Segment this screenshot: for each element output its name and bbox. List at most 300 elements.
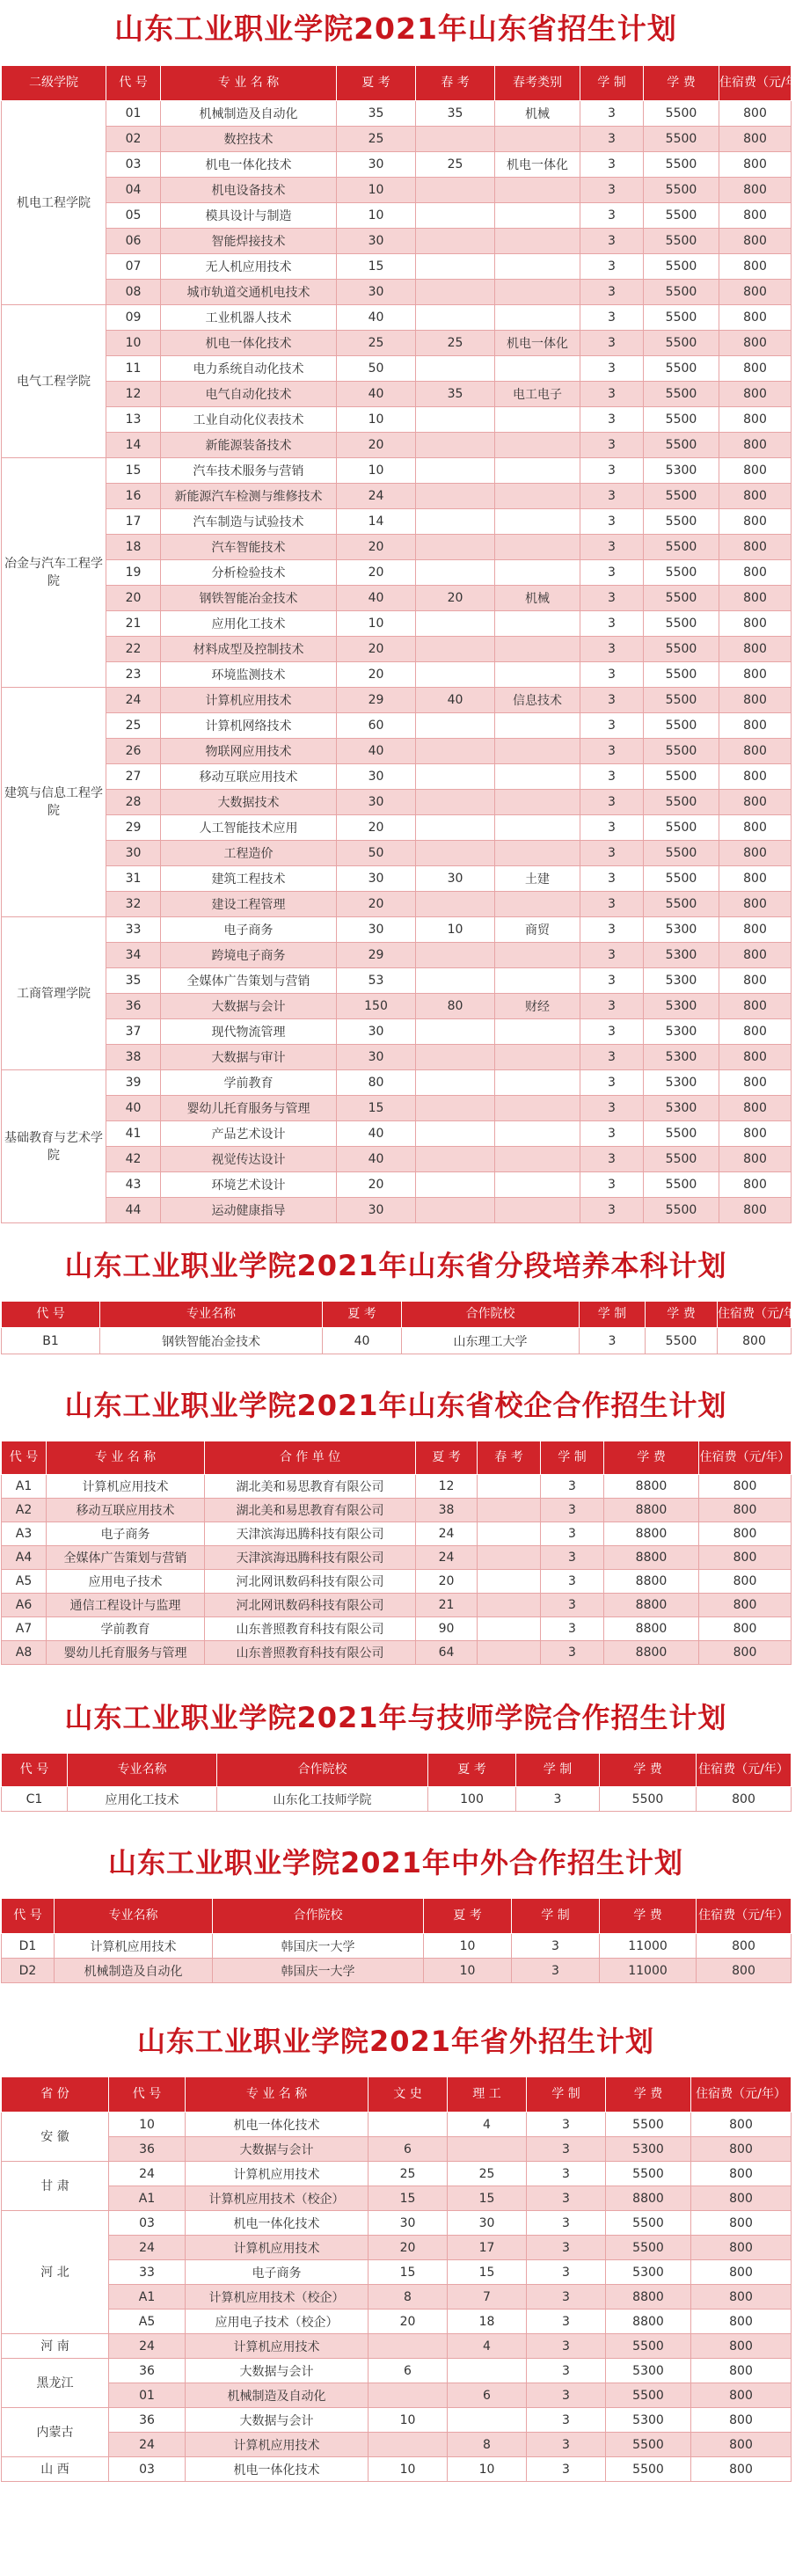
- table-row: [2, 688, 792, 713]
- group-label-cell: 甘 肃: [2, 2162, 109, 2211]
- table-cell: 8800: [606, 2285, 691, 2310]
- table-cell: 800: [719, 484, 792, 509]
- table-cell: 30: [337, 229, 416, 254]
- table-cell: 3: [527, 2113, 606, 2137]
- section-undergrad-plan: [0, 1239, 808, 1354]
- table-cell: 09: [106, 305, 161, 331]
- table-cell: [369, 2334, 448, 2359]
- table-cell: 01: [106, 101, 161, 127]
- table-cell: 8: [369, 2285, 448, 2310]
- table-cell: 5500: [644, 254, 719, 280]
- table-cell: 8800: [604, 1617, 699, 1641]
- table-cell: 800: [719, 356, 792, 382]
- table-row: [2, 1475, 792, 1499]
- column-header: 夏 考: [424, 1899, 512, 1934]
- table-cell: 5500: [644, 407, 719, 433]
- table-cell: 计算机应用技术: [186, 2162, 369, 2186]
- table-row: [2, 841, 792, 866]
- table-cell: 800: [719, 178, 792, 203]
- table-header-row: [2, 66, 792, 101]
- table-cell: 800: [719, 280, 792, 305]
- table-cell: 15: [337, 1096, 416, 1121]
- table-cell: 全媒体广告策划与营销: [47, 1546, 205, 1570]
- table-cell: 800: [691, 2359, 792, 2383]
- table-cell: 3: [580, 1070, 644, 1096]
- table-cell: 工业机器人技术: [161, 305, 337, 331]
- table-cell: 40: [337, 382, 416, 407]
- table-cell: 信息技术: [495, 688, 580, 713]
- table-cell: 5300: [606, 2137, 691, 2162]
- table-cell: 18: [448, 2310, 527, 2334]
- table-cell: 8800: [604, 1499, 699, 1522]
- table-cell: 商贸: [495, 917, 580, 943]
- table-cell: 3: [580, 943, 644, 968]
- table-cell: [416, 611, 495, 637]
- table-cell: 3: [580, 713, 644, 739]
- table-cell: 5500: [644, 127, 719, 152]
- table-cell: 800: [699, 1499, 792, 1522]
- column-header: 专业名称: [68, 1754, 217, 1787]
- table-cell: 800: [719, 101, 792, 127]
- table-cell: 5500: [600, 1787, 697, 1812]
- table-cell: [495, 1172, 580, 1198]
- table-cell: 城市轨道交通机电技术: [161, 280, 337, 305]
- table-cell: [416, 178, 495, 203]
- group-label-cell: 工商管理学院: [2, 917, 106, 1070]
- table-cell: 3: [580, 356, 644, 382]
- table-cell: 20: [337, 662, 416, 688]
- table-cell: [416, 1096, 495, 1121]
- table-cell: 15: [337, 254, 416, 280]
- column-header: 省 份: [2, 2077, 109, 2113]
- table-cell: 5500: [644, 101, 719, 127]
- table-cell: 5500: [606, 2113, 691, 2137]
- table-cell: 钢铁智能冶金技术: [100, 1328, 323, 1354]
- table-cell: 05: [106, 203, 161, 229]
- table-cell: 12: [416, 1475, 478, 1499]
- table-header-row: [2, 1899, 792, 1934]
- table-cell: [416, 892, 495, 917]
- table-cell: 机电一体化技术: [186, 2457, 369, 2482]
- table-cell: 20: [369, 2236, 448, 2260]
- table-cell: [416, 254, 495, 280]
- table-cell: [495, 229, 580, 254]
- table-cell: 5500: [644, 637, 719, 662]
- table-cell: 800: [719, 331, 792, 356]
- column-header: 专 业 名 称: [47, 1441, 205, 1475]
- table-cell: [495, 1019, 580, 1045]
- table-cell: 5500: [644, 611, 719, 637]
- table-cell: 机械制造及自动化: [161, 101, 337, 127]
- table-row: [2, 382, 792, 407]
- table-cell: 10: [337, 407, 416, 433]
- table-row: [2, 1787, 792, 1812]
- column-header: 代 号: [2, 1899, 55, 1934]
- table-cell: [495, 1147, 580, 1172]
- table-cell: 财经: [495, 994, 580, 1019]
- table-cell: 天津滨海迅腾科技有限公司: [205, 1546, 416, 1570]
- table-cell: 15: [369, 2260, 448, 2285]
- section-technician-plan: [0, 1691, 792, 1812]
- table-cell: 3: [541, 1617, 604, 1641]
- table-cell: 21: [106, 611, 161, 637]
- table-cell: 30: [106, 841, 161, 866]
- table-cell: 25: [337, 127, 416, 152]
- table-cell: [495, 509, 580, 535]
- table-cell: 山东普照教育科技有限公司: [205, 1641, 416, 1665]
- table-cell: 3: [541, 1522, 604, 1546]
- table-cell: 3: [580, 1198, 644, 1223]
- table-cell: 5500: [644, 484, 719, 509]
- table-cell: 3: [527, 2359, 606, 2383]
- column-header: 住宿费（元/年）: [699, 1441, 792, 1475]
- table-cell: 5500: [644, 382, 719, 407]
- table-cell: 28: [106, 790, 161, 815]
- table-cell: 40: [337, 586, 416, 611]
- table-cell: 800: [719, 586, 792, 611]
- column-header: 合作院校: [213, 1899, 424, 1934]
- column-header: 春 考: [478, 1441, 541, 1475]
- table-cell: 10: [424, 1959, 512, 1983]
- table-row: [2, 2137, 792, 2162]
- table-cell: 800: [718, 1328, 792, 1354]
- table-cell: 800: [719, 943, 792, 968]
- table-cell: 24: [109, 2334, 186, 2359]
- table-row: [2, 943, 792, 968]
- table-cell: 800: [719, 688, 792, 713]
- table-cell: 通信工程设计与监理: [47, 1594, 205, 1617]
- table-cell: 5500: [606, 2236, 691, 2260]
- table-cell: [495, 815, 580, 841]
- table-cell: 机电一体化技术: [161, 331, 337, 356]
- table-cell: [448, 2359, 527, 2383]
- group-label-cell: 电气工程学院: [2, 305, 106, 458]
- table-cell: 30: [337, 1198, 416, 1223]
- column-header: 春 考: [416, 66, 495, 101]
- column-header: 学 费: [600, 1754, 697, 1787]
- table-row: [2, 1499, 792, 1522]
- table-cell: 汽车智能技术: [161, 535, 337, 560]
- table-cell: 8800: [604, 1522, 699, 1546]
- table-cell: 35: [106, 968, 161, 994]
- table-cell: 婴幼儿托育服务与管理: [47, 1641, 205, 1665]
- table-cell: 800: [691, 2383, 792, 2408]
- table-cell: 800: [697, 1787, 792, 1812]
- table-cell: [416, 1070, 495, 1096]
- table-cell: 10: [424, 1934, 512, 1959]
- table-cell: 60: [337, 713, 416, 739]
- table-row: [2, 331, 792, 356]
- table-row: [2, 484, 792, 509]
- shandong-plan-table: [1, 65, 810, 1223]
- table-cell: 800: [719, 382, 792, 407]
- table-cell: 03: [109, 2457, 186, 2482]
- column-header: 合作院校: [217, 1754, 428, 1787]
- table-cell: 机电设备技术: [161, 178, 337, 203]
- table-cell: [416, 280, 495, 305]
- column-header: 学 费: [606, 2077, 691, 2113]
- table-cell: [416, 407, 495, 433]
- table-cell: 3: [541, 1570, 604, 1594]
- table-cell: [416, 790, 495, 815]
- table-cell: [495, 1070, 580, 1096]
- table-cell: 大数据与会计: [186, 2137, 369, 2162]
- table-cell: 24: [337, 484, 416, 509]
- table-cell: 02: [106, 127, 161, 152]
- table-cell: [495, 484, 580, 509]
- table-cell: 07: [106, 254, 161, 280]
- table-cell: 25: [416, 152, 495, 178]
- table-cell: 机电一体化技术: [186, 2211, 369, 2236]
- table-cell: [478, 1546, 541, 1570]
- table-cell: 机械制造及自动化: [186, 2383, 369, 2408]
- table-cell: 36: [106, 994, 161, 1019]
- table-cell: 3: [580, 1328, 646, 1354]
- section-title: 山东工业职业学院2021年中外合作招生计划: [107, 1846, 684, 1879]
- table-header-row: [2, 1302, 792, 1328]
- table-cell: 40: [323, 1328, 402, 1354]
- table-cell: 计算机应用技术: [47, 1475, 205, 1499]
- table-cell: [448, 2408, 527, 2433]
- table-cell: 800: [691, 2408, 792, 2433]
- table-cell: 20: [337, 892, 416, 917]
- table-cell: 机械制造及自动化: [55, 1959, 213, 1983]
- table-cell: 5500: [644, 662, 719, 688]
- table-cell: 7: [448, 2285, 527, 2310]
- table-cell: [416, 1045, 495, 1070]
- table-cell: 3: [527, 2211, 606, 2236]
- table-cell: [416, 229, 495, 254]
- table-header-row: [2, 1441, 792, 1475]
- group-label-cell: 建筑与信息工程学院: [2, 688, 106, 917]
- column-header: 代 号: [2, 1441, 47, 1475]
- group-label-cell: 冶金与汽车工程学院: [2, 458, 106, 688]
- table-cell: 800: [719, 611, 792, 637]
- table-cell: 4: [448, 2113, 527, 2137]
- table-cell: 3: [580, 1172, 644, 1198]
- table-row: [2, 1121, 792, 1147]
- table-cell: 64: [416, 1641, 478, 1665]
- table-row: [2, 433, 792, 458]
- table-cell: 8800: [604, 1546, 699, 1570]
- table-cell: 模具设计与制造: [161, 203, 337, 229]
- table-cell: 800: [719, 968, 792, 994]
- table-cell: 山东理工大学: [402, 1328, 580, 1354]
- table-cell: [495, 968, 580, 994]
- table-cell: 6: [369, 2137, 448, 2162]
- table-cell: 3: [580, 1147, 644, 1172]
- section-title: 山东工业职业学院2021年与技师学院合作招生计划: [64, 1701, 727, 1734]
- table-cell: 08: [106, 280, 161, 305]
- table-cell: 800: [699, 1617, 792, 1641]
- table-cell: 800: [719, 1172, 792, 1198]
- table-cell: 8: [448, 2433, 527, 2457]
- table-cell: 32: [106, 892, 161, 917]
- table-cell: [495, 203, 580, 229]
- table-cell: 38: [106, 1045, 161, 1070]
- table-cell: [495, 713, 580, 739]
- table-cell: 计算机应用技术: [186, 2433, 369, 2457]
- table-row: [2, 1045, 792, 1070]
- table-cell: 5500: [606, 2211, 691, 2236]
- table-cell: [495, 356, 580, 382]
- table-cell: 30: [337, 152, 416, 178]
- column-header: 学 费: [646, 1302, 718, 1328]
- table-cell: 30: [337, 764, 416, 790]
- table-cell: [478, 1594, 541, 1617]
- table-cell: 大数据技术: [161, 790, 337, 815]
- table-cell: 800: [719, 1070, 792, 1096]
- table-cell: 3: [580, 152, 644, 178]
- table-row: [2, 2334, 792, 2359]
- table-cell: 应用电子技术: [47, 1570, 205, 1594]
- table-cell: [416, 815, 495, 841]
- column-header: 夏 考: [323, 1302, 402, 1328]
- table-cell: 3: [527, 2310, 606, 2334]
- table-cell: 42: [106, 1147, 161, 1172]
- table-cell: 150: [337, 994, 416, 1019]
- table-cell: 电子商务: [186, 2260, 369, 2285]
- table-cell: 800: [719, 1045, 792, 1070]
- table-cell: 26: [106, 739, 161, 764]
- table-cell: [495, 433, 580, 458]
- table-cell: 800: [691, 2186, 792, 2211]
- table-cell: 3: [527, 2383, 606, 2408]
- table-cell: 800: [691, 2457, 792, 2482]
- table-cell: 800: [719, 433, 792, 458]
- column-header: 夏 考: [337, 66, 416, 101]
- table-cell: 800: [719, 662, 792, 688]
- table-cell: 5500: [606, 2383, 691, 2408]
- table-row: [2, 2162, 792, 2186]
- table-cell: 10: [416, 917, 495, 943]
- table-cell: [416, 305, 495, 331]
- table-cell: 5500: [644, 280, 719, 305]
- table-cell: [416, 662, 495, 688]
- table-row: [2, 305, 792, 331]
- table-cell: 3: [580, 280, 644, 305]
- table-cell: 04: [106, 178, 161, 203]
- table-cell: 5500: [644, 305, 719, 331]
- table-cell: 33: [106, 917, 161, 943]
- table-row: [2, 2433, 792, 2457]
- table-cell: 产品艺术设计: [161, 1121, 337, 1147]
- sino-foreign-plan-table: [1, 1898, 792, 1983]
- table-row: [2, 586, 792, 611]
- table-cell: 24: [109, 2162, 186, 2186]
- table-cell: 机电一体化: [495, 331, 580, 356]
- table-cell: 5500: [606, 2162, 691, 2186]
- table-cell: 30: [448, 2211, 527, 2236]
- table-cell: [416, 713, 495, 739]
- table-cell: 环境监测技术: [161, 662, 337, 688]
- table-row: [2, 2211, 792, 2236]
- table-cell: 800: [719, 1198, 792, 1223]
- table-cell: 8800: [604, 1641, 699, 1665]
- table-header-row: [2, 2077, 792, 2113]
- table-row: [2, 739, 792, 764]
- table-cell: 800: [691, 2310, 792, 2334]
- table-row: [2, 790, 792, 815]
- table-cell: 18: [106, 535, 161, 560]
- enterprise-plan-table: [1, 1441, 792, 1665]
- table-cell: 3: [516, 1787, 600, 1812]
- table-cell: [448, 2137, 527, 2162]
- table-cell: [495, 458, 580, 484]
- column-header: 学 制: [516, 1754, 600, 1787]
- table-cell: 土建: [495, 866, 580, 892]
- table-cell: 5500: [644, 841, 719, 866]
- table-cell: [495, 1096, 580, 1121]
- table-cell: [416, 764, 495, 790]
- table-cell: 应用电子技术（校企）: [186, 2310, 369, 2334]
- table-cell: 21: [416, 1594, 478, 1617]
- table-cell: 15: [448, 2260, 527, 2285]
- table-row: [2, 2359, 792, 2383]
- table-cell: 5300: [644, 1045, 719, 1070]
- table-row: [2, 1641, 792, 1665]
- table-cell: 钢铁智能冶金技术: [161, 586, 337, 611]
- page-title: 山东工业职业学院2021年山东省招生计划: [114, 11, 677, 46]
- table-cell: 3: [580, 229, 644, 254]
- table-cell: 30: [337, 790, 416, 815]
- table-row: [2, 1328, 792, 1354]
- table-cell: 5500: [644, 229, 719, 254]
- table-row: [2, 178, 792, 203]
- table-cell: 15: [369, 2186, 448, 2211]
- table-cell: 800: [691, 2162, 792, 2186]
- table-cell: 800: [699, 1546, 792, 1570]
- table-row: [2, 127, 792, 152]
- table-cell: 15: [106, 458, 161, 484]
- table-row: [2, 229, 792, 254]
- group-label-cell: 内蒙古: [2, 2408, 109, 2457]
- table-cell: 3: [580, 407, 644, 433]
- table-row: [2, 713, 792, 739]
- table-cell: 80: [337, 1070, 416, 1096]
- table-cell: 3: [580, 560, 644, 586]
- table-cell: 材料成型及控制技术: [161, 637, 337, 662]
- table-cell: 5300: [644, 1019, 719, 1045]
- table-cell: 新能源汽车检测与维修技术: [161, 484, 337, 509]
- table-cell: 5500: [644, 1198, 719, 1223]
- table-row: [2, 1522, 792, 1546]
- table-cell: 29: [337, 943, 416, 968]
- table-cell: 移动互联应用技术: [47, 1499, 205, 1522]
- table-cell: 计算机应用技术（校企）: [186, 2285, 369, 2310]
- table-row: [2, 1546, 792, 1570]
- table-cell: 800: [719, 254, 792, 280]
- table-cell: 3: [580, 790, 644, 815]
- table-cell: 5500: [644, 1121, 719, 1147]
- table-row: [2, 1617, 792, 1641]
- column-header: 代 号: [2, 1754, 68, 1787]
- table-cell: [495, 1045, 580, 1070]
- column-header: 代 号: [2, 1302, 100, 1328]
- table-cell: 40: [106, 1096, 161, 1121]
- table-cell: [478, 1475, 541, 1499]
- table-cell: 10: [369, 2457, 448, 2482]
- table-cell: 韩国庆一大学: [213, 1959, 424, 1983]
- table-row: [2, 152, 792, 178]
- column-header: 代 号: [106, 66, 161, 101]
- table-cell: 800: [699, 1570, 792, 1594]
- table-cell: 5500: [606, 2334, 691, 2359]
- table-row: [2, 1198, 792, 1223]
- table-cell: 20: [337, 1172, 416, 1198]
- table-cell: 计算机应用技术: [161, 688, 337, 713]
- table-cell: 5500: [644, 203, 719, 229]
